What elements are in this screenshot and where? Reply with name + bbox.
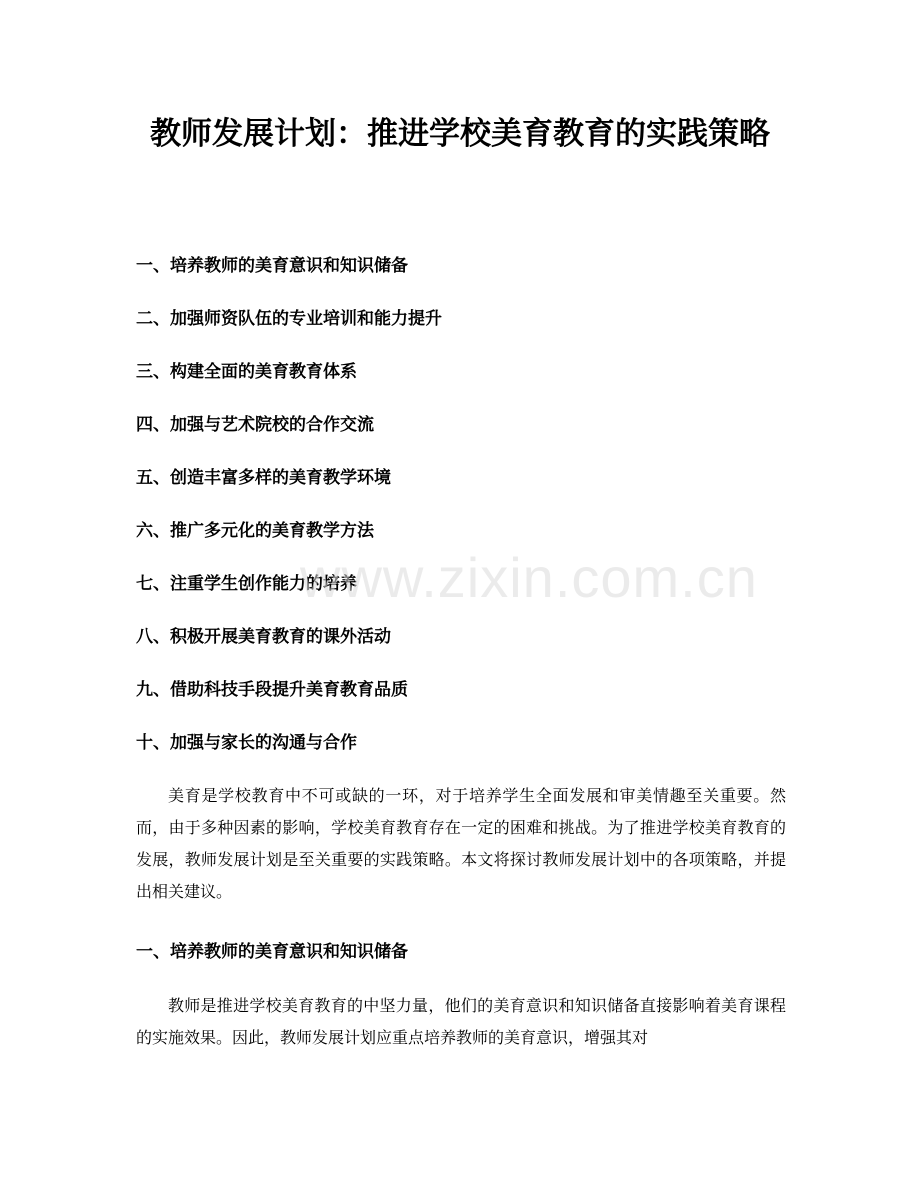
toc-item-8: 八、积极开展美育教育的课外活动	[136, 627, 391, 647]
toc-item-4: 四、加强与艺术院校的合作交流	[136, 415, 374, 435]
intro-paragraph: 美育是学校教育中不可或缺的一环，对于培养学生全面发展和审美情趣至关重要。然而，由于多种因素的影响，学校美育教育存在一定的困难和挑战。为了推进学校美育教育的发展，教师发展计划是至关重要的实践策略。本文将探讨教师发展计划中的各项策略，并提出相关建议。	[136, 786, 786, 901]
table-of-contents	[136, 252, 442, 782]
page-title: 教师发展计划：推进学校美育教育的实践策略	[150, 116, 770, 152]
section-1-paragraph: 教师是推进学校美育教育的中坚力量，他们的美育意识和知识储备直接影响着美育课程的实施效果。因此，教师发展计划应重点培养教师的美育意识，增强其对	[136, 996, 786, 1047]
watermark: www.zixin.com.cn	[300, 546, 758, 609]
toc-item-3: 三、构建全面的美育教育体系	[136, 362, 357, 382]
toc-item-7: 七、注重学生创作能力的培养	[136, 574, 357, 594]
toc-item-6: 六、推广多元化的美育教学方法	[136, 521, 374, 541]
toc-item-10: 十、加强与家长的沟通与合作	[136, 733, 357, 753]
toc-item-1: 一、培养教师的美育意识和知识储备	[136, 256, 408, 276]
section-1-heading: 一、培养教师的美育意识和知识储备	[136, 942, 408, 962]
toc-item-2: 二、加强师资队伍的专业培训和能力提升	[136, 309, 442, 329]
toc-item-5: 五、创造丰富多样的美育教学环境	[136, 468, 391, 488]
toc-item-9: 九、借助科技手段提升美育教育品质	[136, 680, 408, 700]
